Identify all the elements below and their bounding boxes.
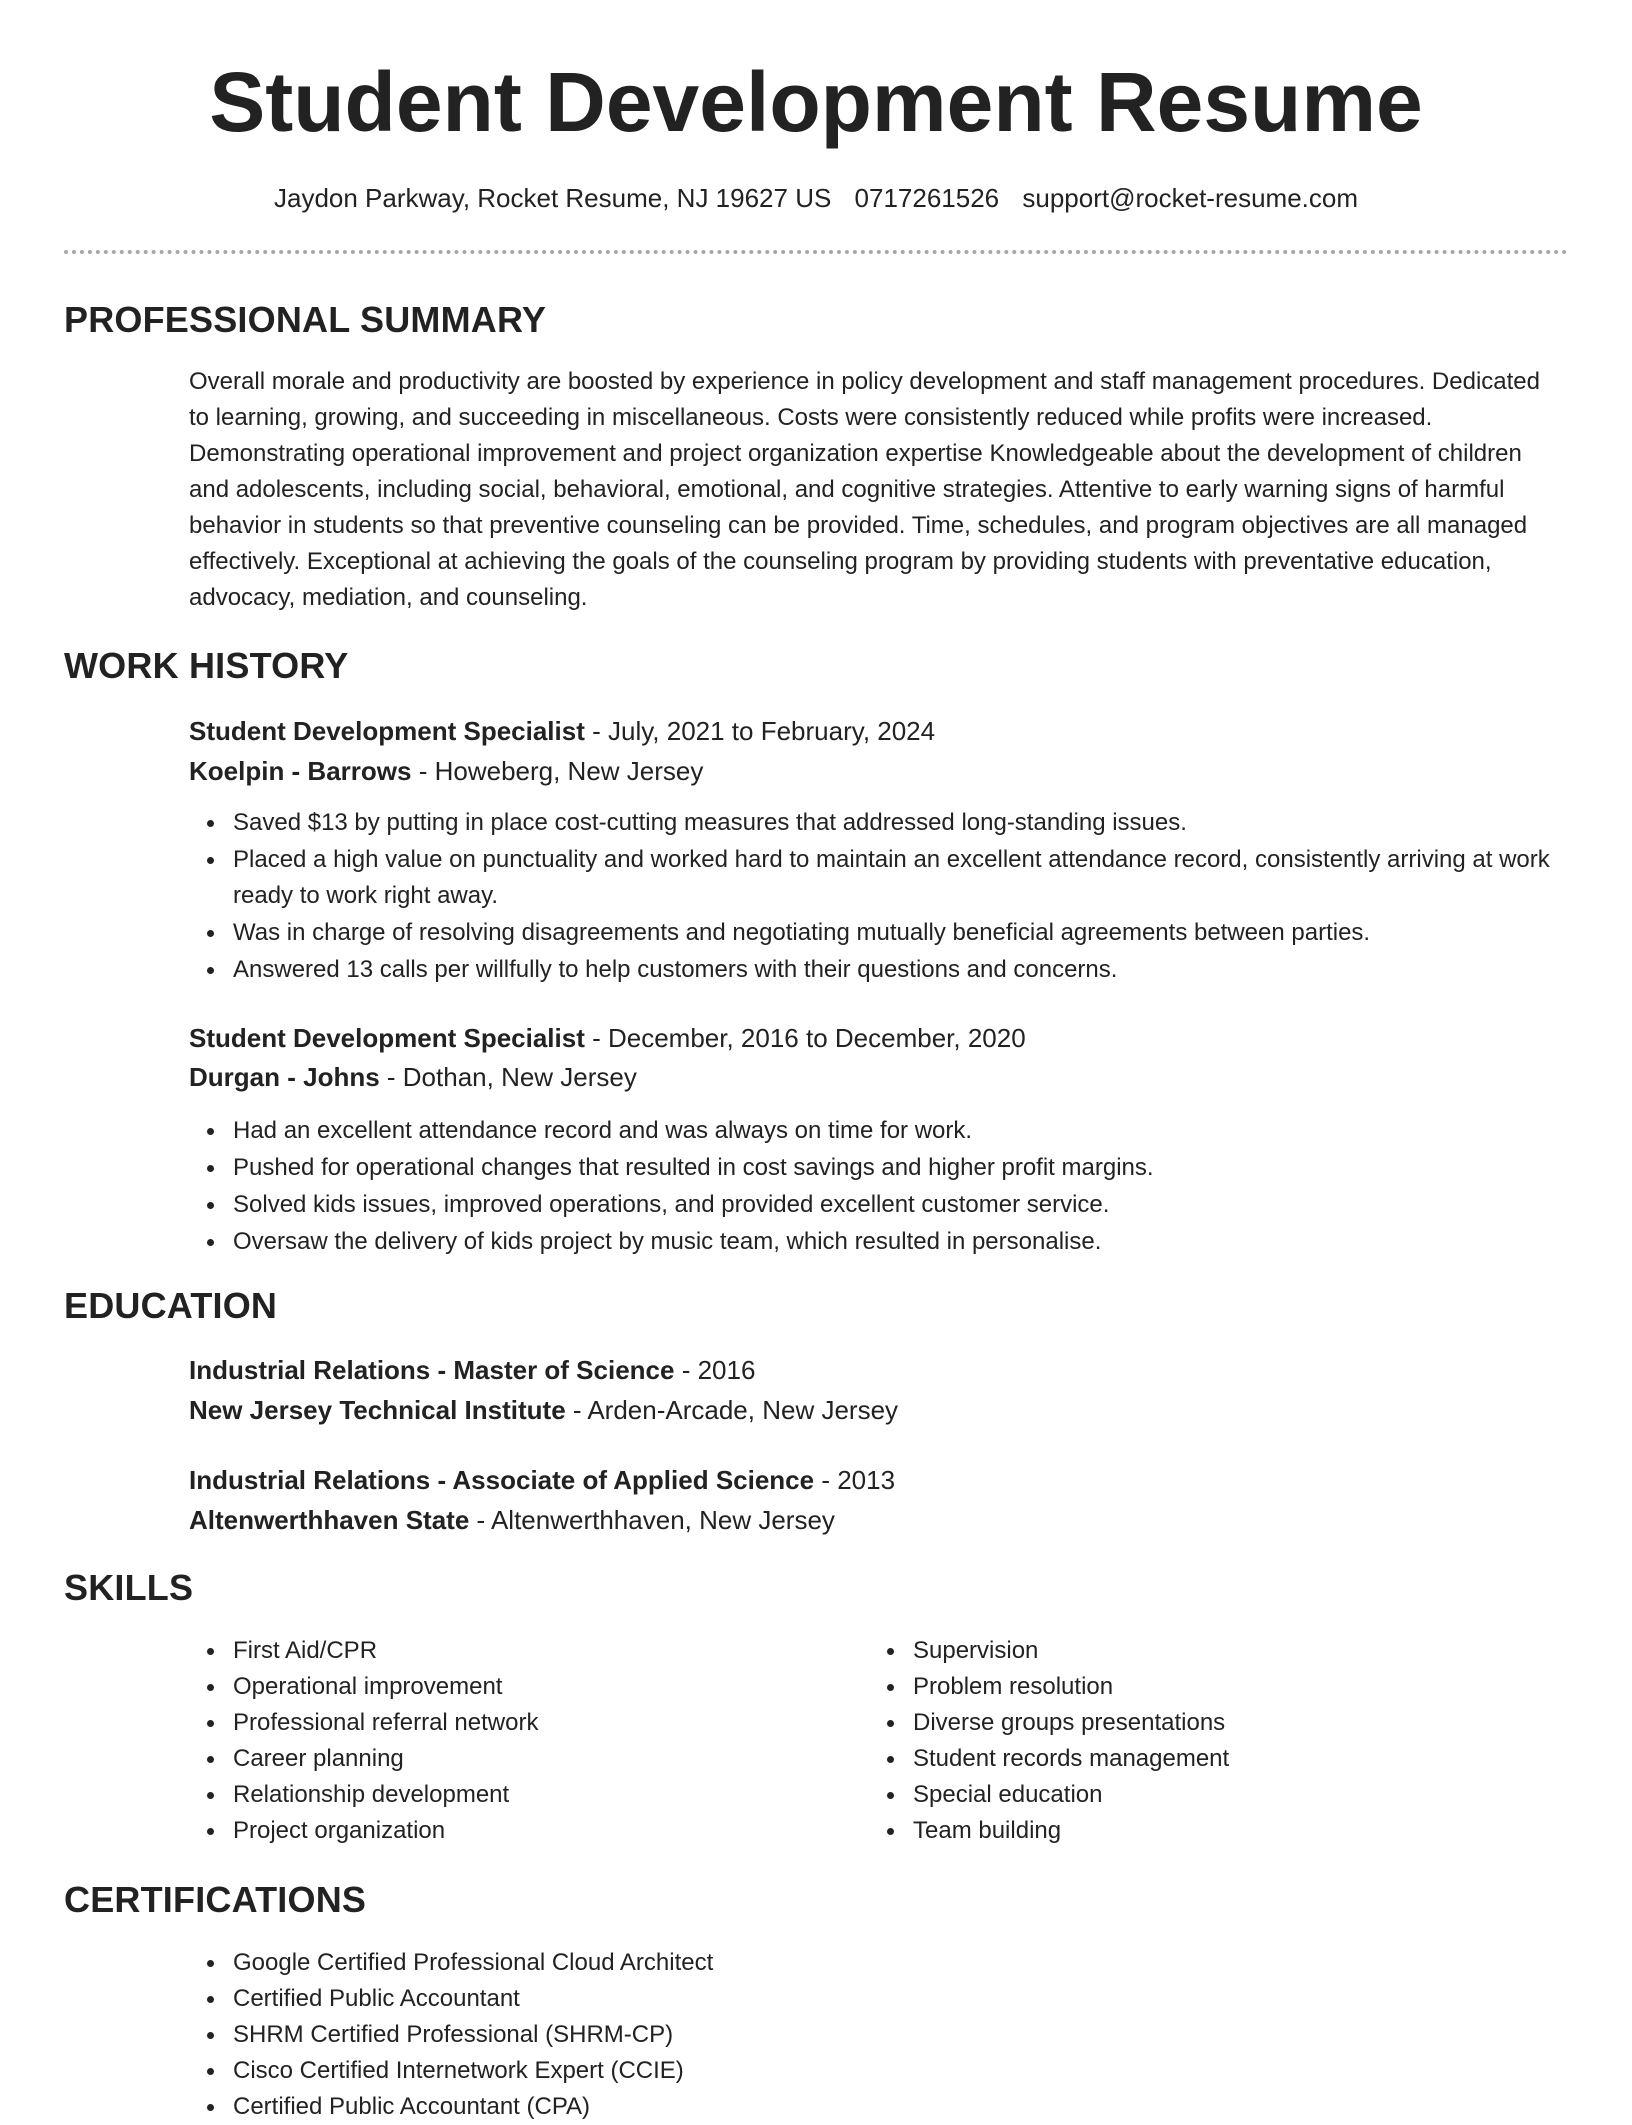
- skill-item: Team building: [913, 1813, 1553, 1849]
- certification-item: Google Certified Professional Cloud Architect: [233, 1945, 1608, 1981]
- contact-line: [0, 180, 1632, 216]
- list-item: Had an excellent attendance record and was always on time for work.: [233, 1113, 1608, 1149]
- job-company-line: [189, 1058, 637, 1096]
- section-heading-summary: PROFESSIONAL SUMMARY: [64, 299, 547, 340]
- list-item: Solved kids issues, improved operations, and provided excellent customer service.: [233, 1187, 1608, 1223]
- job-bullets: [189, 805, 1608, 989]
- skill-item: Student records management: [913, 1741, 1553, 1777]
- section-heading-skills: SKILLS: [64, 1567, 194, 1608]
- header-divider: [64, 250, 1568, 254]
- skill-item: Supervision: [913, 1633, 1553, 1669]
- education-degree: Industrial Relations - Associate of Applied Science: [189, 1465, 815, 1495]
- skill-item: Relationship development: [233, 1777, 873, 1813]
- skill-item: First Aid/CPR: [233, 1633, 873, 1669]
- list-item: Pushed for operational changes that resulted in cost savings and higher profit margins.: [233, 1150, 1608, 1186]
- job-title-line: [189, 712, 935, 750]
- skill-item: Diverse groups presentations: [913, 1705, 1553, 1741]
- skill-item: Project organization: [233, 1813, 873, 1849]
- list-item: Placed a high value on punctuality and worked hard to maintain an excellent attendance record, consistently arriving at work ready to work right away.: [233, 842, 1608, 914]
- list-item: Answered 13 calls per willfully to help customers with their questions and concerns.: [233, 952, 1608, 988]
- job-bullets: [189, 1113, 1608, 1261]
- section-heading-work-history: WORK HISTORY: [64, 645, 349, 686]
- education-year: - 2016: [674, 1355, 756, 1385]
- list-item: Was in charge of resolving disagreements and negotiating mutually beneficial agreements between parties.: [233, 915, 1608, 951]
- skills-list-right: [869, 1633, 1553, 1849]
- skills-list-left: [189, 1633, 873, 1849]
- education-degree-line: [189, 1461, 895, 1499]
- education-year: - 2013: [814, 1465, 896, 1495]
- list-item: Oversaw the delivery of kids project by music team, which resulted in personalise.: [233, 1224, 1608, 1260]
- certification-item: Certified Public Accountant (CPA): [233, 2089, 1608, 2125]
- certification-item: Cisco Certified Internetwork Expert (CCIE): [233, 2053, 1608, 2089]
- education-location: - Altenwerthhaven, New Jersey: [469, 1505, 835, 1535]
- skill-item: Career planning: [233, 1741, 873, 1777]
- summary-text: Overall morale and productivity are boosted by experience in policy development and staff management procedures. Dedicated to learning, growing, and succeeding in miscellaneous. Costs were consistently reduced while profits were increased. Demonstrating operational improvement and project organization expertise Knowledgeable about the development of children and adolescents, including social, behavioral, emotional, and cognitive strategies. Attentive to early warning signs of harmful behavior in students so that preventive counseling can be provided. Time, schedules, and program objectives are all managed effectively. Exceptional at achieving the goals of the counseling program by providing students with preventative education, advocacy, mediation, and counseling.: [189, 368, 1540, 611]
- job-company: Durgan - Johns: [189, 1062, 380, 1092]
- job-dates: - July, 2021 to February, 2024: [584, 716, 936, 746]
- job-dates: - December, 2016 to December, 2020: [584, 1023, 1026, 1053]
- section-heading-certifications: CERTIFICATIONS: [64, 1879, 367, 1920]
- skill-item: Professional referral network: [233, 1705, 873, 1741]
- certification-item: SHRM Certified Professional (SHRM-CP): [233, 2017, 1608, 2053]
- education-degree: Industrial Relations - Master of Science: [189, 1355, 675, 1385]
- skill-item: Operational improvement: [233, 1669, 873, 1705]
- job-title: Student Development Specialist: [189, 716, 585, 746]
- job-location: - Dothan, New Jersey: [379, 1062, 637, 1092]
- job-title-line: [189, 1019, 1026, 1057]
- list-item: Saved $13 by putting in place cost-cutting measures that addressed long-standing issues.: [233, 805, 1608, 841]
- section-heading-education: EDUCATION: [64, 1285, 278, 1326]
- contact-address: Jaydon Parkway, Rocket Resume, NJ 19627 US: [273, 183, 832, 213]
- contact-email: support@rocket-resume.com: [1022, 183, 1359, 213]
- job-company-line: [189, 752, 703, 790]
- job-location: - Howeberg, New Jersey: [411, 756, 704, 786]
- certification-item: Certified Public Accountant: [233, 1981, 1608, 2017]
- job-title: Student Development Specialist: [189, 1023, 585, 1053]
- contact-phone: 0717261526: [854, 183, 1000, 213]
- education-school-line: [189, 1501, 835, 1539]
- education-school: New Jersey Technical Institute: [189, 1395, 566, 1425]
- job-company: Koelpin - Barrows: [189, 756, 412, 786]
- skill-item: Problem resolution: [913, 1669, 1553, 1705]
- education-school-line: [189, 1391, 898, 1429]
- education-school: Altenwerthhaven State: [189, 1505, 470, 1535]
- certifications-list: [189, 1945, 1608, 2125]
- skill-item: Special education: [913, 1777, 1553, 1813]
- education-location: - Arden-Arcade, New Jersey: [565, 1395, 899, 1425]
- resume-title: Student Development Resume: [209, 55, 1423, 149]
- education-degree-line: [189, 1351, 755, 1389]
